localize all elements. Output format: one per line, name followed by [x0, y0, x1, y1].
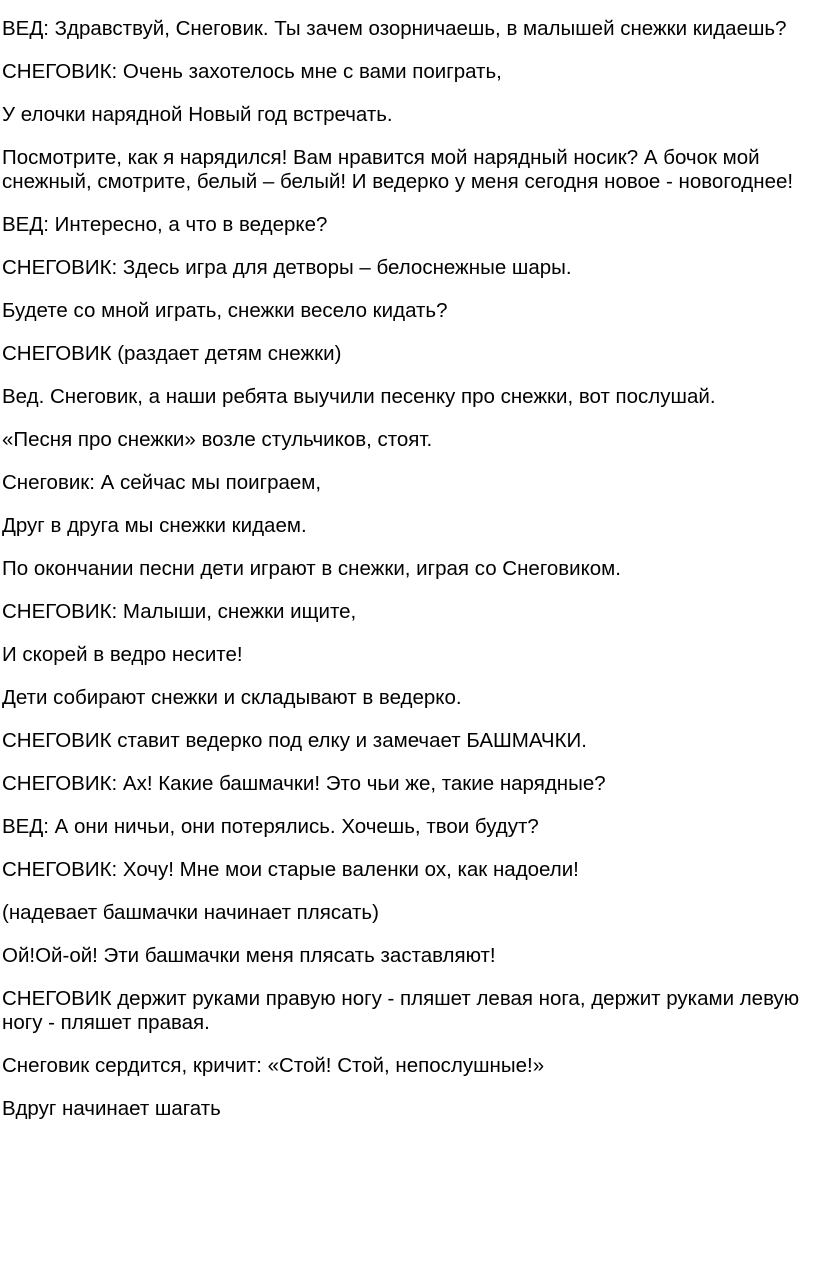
paragraph: СНЕГОВИК держит руками правую ногу - пляшет левая нога, держит руками левую ногу - пляшет правая. [2, 987, 800, 1034]
paragraph: Вдруг начинает шагать [2, 1097, 221, 1120]
paragraph: СНЕГОВИК ставит ведерко под елку и замечает БАШМАЧКИ. [2, 729, 587, 752]
paragraph: Друг в друга мы снежки кидаем. [2, 514, 307, 537]
paragraph: СНЕГОВИК: Очень захотелось мне с вами поиграть, [2, 60, 502, 83]
paragraph: Дети собирают снежки и складывают в ведерко. [2, 686, 462, 709]
document-body [2, 17, 814, 1140]
paragraph: Вед. Снеговик, а наши ребята выучили песенку про снежки, вот послушай. [2, 385, 716, 408]
paragraph: Снеговик: А сейчас мы поиграем, [2, 471, 322, 494]
paragraph: СНЕГОВИК: Здесь игра для детворы – белоснежные шары. [2, 256, 572, 279]
paragraph: СНЕГОВИК: Ах! Какие башмачки! Это чьи же, такие нарядные? [2, 772, 606, 795]
paragraph: «Песня про снежки» возле стульчиков, стоят. [2, 428, 433, 451]
paragraph: СНЕГОВИК: Малыши, снежки ищите, [2, 600, 357, 623]
paragraph: Будете со мной играть, снежки весело кидать? [2, 299, 448, 322]
paragraph: СНЕГОВИК (раздает детям снежки) [2, 342, 342, 365]
paragraph: ВЕД: Интересно, а что в ведерке? [2, 213, 328, 236]
paragraph: СНЕГОВИК: Хочу! Мне мои старые валенки ох, как надоели! [2, 858, 579, 881]
paragraph: Посмотрите, как я нарядился! Вам нравится мой нарядный носик? А бочок мой снежный, смотрите, белый – белый! И ведерко у меня сегодня новое - новогоднее! [2, 146, 794, 193]
paragraph: По окончании песни дети играют в снежки, играя со Снеговиком. [2, 557, 621, 580]
paragraph: ВЕД: А они ничьи, они потерялись. Хочешь, твои будут? [2, 815, 539, 838]
paragraph: У елочки нарядной Новый год встречать. [2, 103, 393, 126]
paragraph: ВЕД: Здравствуй, Снеговик. Ты зачем озорничаешь, в малышей снежки кидаешь? [2, 17, 787, 40]
paragraph: Снеговик сердится, кричит: «Стой! Стой, непослушные!» [2, 1054, 545, 1077]
paragraph: (надевает башмачки начинает плясать) [2, 901, 379, 924]
paragraph: Ой!Ой-ой! Эти башмачки меня плясать заставляют! [2, 944, 496, 967]
paragraph: И скорей в ведро несите! [2, 643, 243, 666]
